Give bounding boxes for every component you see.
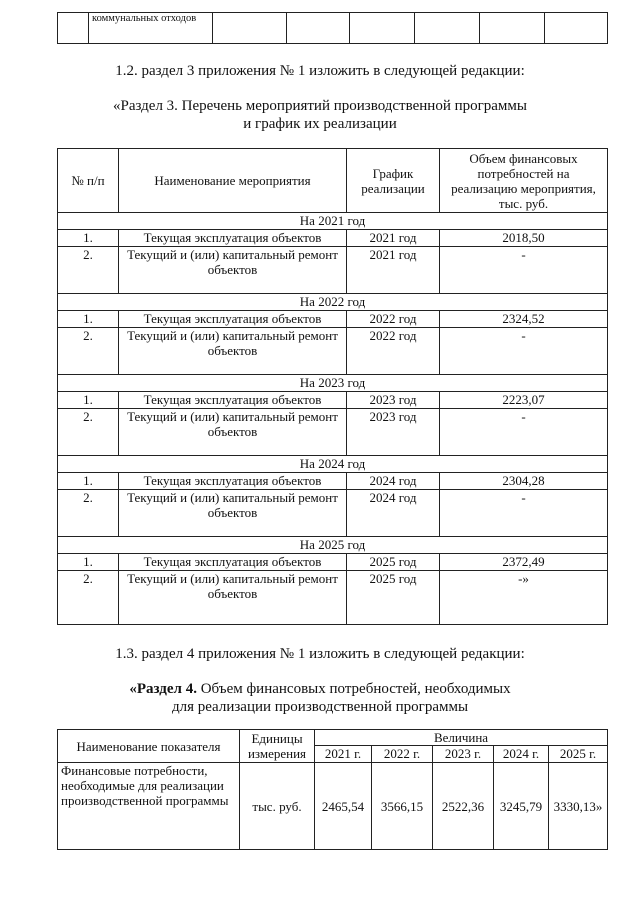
table-row <box>58 554 608 571</box>
header-name: Наименование мероприятия <box>119 149 347 213</box>
row-value: 3245,79 <box>494 763 549 850</box>
row-value: 2223,07 <box>440 392 608 409</box>
header-schedule: График реализации <box>347 149 440 213</box>
table-row <box>58 311 608 328</box>
row-num: 2. <box>58 247 119 294</box>
section4-title-line1 <box>0 680 640 698</box>
row-num: 2. <box>58 571 119 625</box>
section3-header-row <box>58 149 608 213</box>
row-name: Текущий и (или) капитальный ремонт объектов <box>119 328 347 375</box>
row-value: 3566,15 <box>372 763 433 850</box>
section4-title-rest: Объем финансовых потребностей, необходимых <box>196 681 511 697</box>
row-num: 1. <box>58 554 119 571</box>
row-value: 2304,28 <box>440 473 608 490</box>
header-num: № п/п <box>58 149 119 213</box>
row-name: Текущая эксплуатация объектов <box>119 230 347 247</box>
year-row <box>58 456 608 473</box>
row-value: - <box>440 247 608 294</box>
table-row <box>58 473 608 490</box>
table-row <box>58 328 608 375</box>
year-label: На 2024 год <box>58 456 608 473</box>
section4-table <box>57 729 608 850</box>
row-name: Текущий и (или) капитальный ремонт объектов <box>119 490 347 537</box>
fragment-cell <box>287 13 350 44</box>
row-value: 2324,52 <box>440 311 608 328</box>
table-row <box>58 409 608 456</box>
row-schedule: 2023 год <box>347 409 440 456</box>
fragment-cell <box>415 13 480 44</box>
row-name: Текущий и (или) капитальный ремонт объектов <box>119 409 347 456</box>
header-year: 2021 г. <box>315 746 372 763</box>
row-num: 1. <box>58 311 119 328</box>
row-indicator: Финансовые потребности, необходимые для реализации производственной программы <box>58 763 240 850</box>
section3-title-line1: «Раздел 3. Перечень мероприятий производственной программы <box>113 98 527 114</box>
row-value: 2372,49 <box>440 554 608 571</box>
fragment-cell-text: коммунальных отходов <box>89 13 213 44</box>
year-row <box>58 294 608 311</box>
year-label: На 2023 год <box>58 375 608 392</box>
row-num: 2. <box>58 409 119 456</box>
paragraph-1-2: 1.2. раздел 3 приложения № 1 изложить в следующей редакции: <box>115 63 525 79</box>
header-indicator: Наименование показателя <box>58 730 240 763</box>
header-year: 2024 г. <box>494 746 549 763</box>
row-units: тыс. руб. <box>240 763 315 850</box>
row-name: Текущий и (или) капитальный ремонт объектов <box>119 571 347 625</box>
table-row <box>58 392 608 409</box>
row-schedule: 2024 год <box>347 473 440 490</box>
row-value: 2018,50 <box>440 230 608 247</box>
row-value: 2465,54 <box>315 763 372 850</box>
header-year: 2022 г. <box>372 746 433 763</box>
row-schedule: 2022 год <box>347 328 440 375</box>
row-schedule: 2023 год <box>347 392 440 409</box>
row-schedule: 2025 год <box>347 554 440 571</box>
paragraph-1-3: 1.3. раздел 4 приложения № 1 изложить в следующей редакции: <box>115 646 525 662</box>
fragment-cell <box>545 13 608 44</box>
row-value: 3330,13» <box>549 763 608 850</box>
section4-title-bold: «Раздел 4. <box>129 681 197 697</box>
row-name: Текущая эксплуатация объектов <box>119 392 347 409</box>
year-label: На 2021 год <box>58 213 608 230</box>
row-value: - <box>440 328 608 375</box>
section3-table <box>57 148 608 625</box>
row-name: Текущий и (или) капитальный ремонт объектов <box>119 247 347 294</box>
row-value: -» <box>440 571 608 625</box>
section4-header-row <box>58 730 608 746</box>
row-schedule: 2024 год <box>347 490 440 537</box>
fragment-cell <box>213 13 287 44</box>
section3-title-line2: и график их реализации <box>243 116 397 132</box>
row-name: Текущая эксплуатация объектов <box>119 554 347 571</box>
header-year: 2023 г. <box>433 746 494 763</box>
table-row <box>58 490 608 537</box>
header-year: 2025 г. <box>549 746 608 763</box>
row-schedule: 2021 год <box>347 247 440 294</box>
table-row <box>58 230 608 247</box>
row-schedule: 2021 год <box>347 230 440 247</box>
row-schedule: 2022 год <box>347 311 440 328</box>
table-row <box>58 763 608 850</box>
fragment-cell <box>58 13 89 44</box>
row-schedule: 2025 год <box>347 571 440 625</box>
row-value: 2522,36 <box>433 763 494 850</box>
row-value: - <box>440 490 608 537</box>
header-value: Величина <box>315 730 608 746</box>
previous-table-fragment <box>57 12 608 44</box>
year-label: На 2025 год <box>58 537 608 554</box>
year-row <box>58 375 608 392</box>
section4-title-line2: для реализации производственной программы <box>171 699 469 715</box>
table-row <box>58 247 608 294</box>
fragment-cell <box>480 13 545 44</box>
row-num: 1. <box>58 230 119 247</box>
header-volume: Объем финансовых потребностей на реализацию мероприятия, тыс. руб. <box>440 149 608 213</box>
row-name: Текущая эксплуатация объектов <box>119 473 347 490</box>
year-row <box>58 213 608 230</box>
year-row <box>58 537 608 554</box>
fragment-cell <box>350 13 415 44</box>
table-row <box>58 571 608 625</box>
row-name: Текущая эксплуатация объектов <box>119 311 347 328</box>
header-units: Единицы измерения <box>240 730 315 763</box>
row-num: 1. <box>58 473 119 490</box>
row-num: 1. <box>58 392 119 409</box>
row-value: - <box>440 409 608 456</box>
year-label: На 2022 год <box>58 294 608 311</box>
row-num: 2. <box>58 490 119 537</box>
row-num: 2. <box>58 328 119 375</box>
